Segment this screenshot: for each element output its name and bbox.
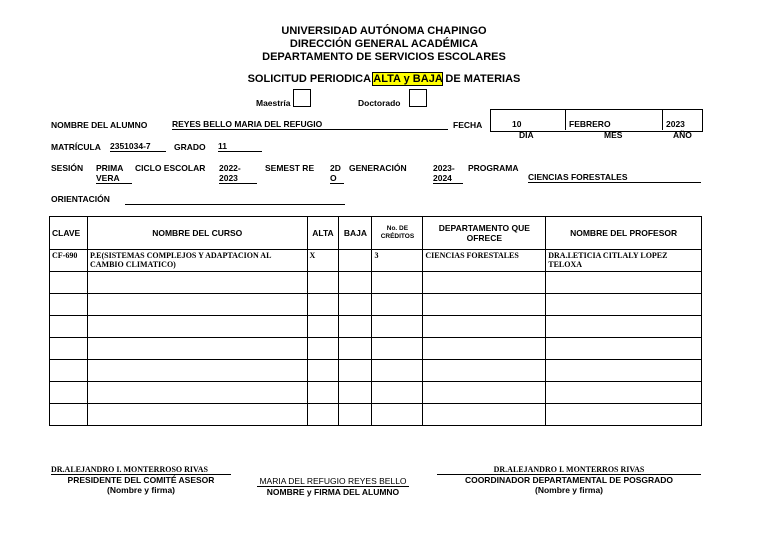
signature-center [257,476,409,497]
table-row-empty [50,360,702,382]
cell-profesor[interactable] [546,250,702,272]
generacion-label: GENERACIÓN [349,163,407,173]
semestre-label: SEMEST RE [265,163,315,173]
cell-curso-2: CAMBIO CLIMATICO) [89,260,176,269]
maestria-checkbox[interactable] [293,89,311,107]
empty-cell[interactable] [423,338,546,360]
empty-cell[interactable] [546,404,702,426]
empty-cell[interactable] [423,272,546,294]
year-label: AÑO [673,130,692,140]
fecha-label: FECHA [453,120,483,130]
university-name: UNIVERSIDAD AUTÓNOMA CHAPINGO [281,25,487,37]
empty-cell[interactable] [307,294,339,316]
cell-clave[interactable]: CF-690 [50,250,88,272]
signature-left-note: (Nombre y firma) [106,485,175,495]
empty-cell[interactable] [87,360,307,382]
semestre-value-2[interactable]: O [330,173,344,184]
empty-cell[interactable] [50,382,88,404]
empty-cell[interactable] [339,272,372,294]
matricula-field[interactable]: 2351034-7 [110,141,166,152]
ciclo-value-1[interactable]: 2022- [219,163,241,173]
sesion-value-1[interactable]: PRIMA [96,163,124,173]
header-creditos [372,217,423,250]
empty-cell[interactable] [339,294,372,316]
cell-profesor-2: TELOXA [548,260,583,269]
generacion-value-2[interactable]: 2024 [433,173,463,184]
cell-departamento[interactable]: CIENCIAS FORESTALES [423,250,546,272]
empty-cell[interactable] [339,316,372,338]
header-curso: NOMBRE DEL CURSO [87,217,307,250]
header-creditos-1: No. DE [386,225,409,232]
signature-right-note: (Nombre y firma) [534,485,603,495]
cell-alta[interactable]: X [307,250,339,272]
empty-cell[interactable] [307,338,339,360]
department-name: DEPARTAMENTO DE SERVICIOS ESCOLARES [262,51,506,63]
empty-cell[interactable] [307,316,339,338]
day-label: DIA [519,130,534,140]
semestre-value-1[interactable]: 2D [330,163,341,173]
table-row-empty [50,294,702,316]
form-title-prefix: SOLICITUD PERIODICA [247,73,374,85]
signature-center-name: MARIA DEL REFUGIO REYES BELLO [257,476,409,487]
empty-cell[interactable] [546,272,702,294]
generacion-value-1[interactable]: 2023- [433,163,455,173]
date-year[interactable]: 2023 [666,119,685,129]
empty-cell[interactable] [423,294,546,316]
table-row-empty [50,272,702,294]
signature-left-role: PRESIDENTE DEL COMITÉ ASESOR [67,475,215,485]
table-row [50,250,702,272]
signature-left-name: DR.ALEJANDRO I. MONTERROSO RIVAS [51,465,231,475]
empty-cell[interactable] [372,294,423,316]
date-day[interactable]: 10 [512,119,522,129]
cell-curso[interactable] [87,250,307,272]
empty-cell[interactable] [50,272,88,294]
table-row-empty [50,316,702,338]
empty-cell[interactable] [546,316,702,338]
student-name-field[interactable]: REYES BELLO MARIA DEL REFUGIO [172,119,448,130]
header-departamento [423,217,546,250]
empty-cell[interactable] [339,404,372,426]
empty-cell[interactable] [50,360,88,382]
sesion-label: SESIÓN [51,163,84,173]
doctorado-label: Doctorado [358,98,401,108]
signature-center-role: NOMBRE y FIRMA DEL ALUMNO [266,487,400,497]
maestria-label: Maestría [256,98,291,108]
table-header-row [50,217,702,250]
form-title [0,73,768,85]
empty-cell[interactable] [546,360,702,382]
table-row-empty [50,382,702,404]
month-label: MES [604,130,623,140]
empty-cell[interactable] [87,338,307,360]
header-departamento-2: OFRECE [466,233,503,243]
date-divider-2 [662,109,663,130]
empty-cell[interactable] [307,272,339,294]
empty-cell[interactable] [423,360,546,382]
empty-cell[interactable] [50,316,88,338]
programa-field[interactable]: CIENCIAS FORESTALES [528,172,701,183]
empty-cell[interactable] [87,294,307,316]
direction-name: DIRECCIÓN GENERAL ACADÉMICA [289,38,479,50]
table-row-empty [50,338,702,360]
cell-baja[interactable] [339,250,372,272]
doctorado-checkbox[interactable] [409,89,427,107]
empty-cell[interactable] [307,360,339,382]
matricula-label: MATRÍCULA [51,142,101,152]
orientacion-label-text: ORIENTACIÓN [51,194,110,204]
empty-cell[interactable] [372,338,423,360]
empty-cell[interactable] [546,338,702,360]
empty-cell[interactable] [339,382,372,404]
ciclo-label: CICLO ESCOLAR [135,163,206,173]
header-departamento-1: DEPARTAMENTO QUE [438,223,530,233]
empty-cell[interactable] [87,316,307,338]
student-name-label: NOMBRE DEL ALUMNO [51,120,148,130]
signature-left [51,465,231,495]
empty-cell[interactable] [372,360,423,382]
empty-cell[interactable] [87,404,307,426]
empty-cell[interactable] [87,272,307,294]
cell-creditos[interactable]: 3 [372,250,423,272]
form-title-suffix: DE MATERIAS [442,73,521,85]
empty-cell[interactable] [372,272,423,294]
header-profesor: NOMBRE DEL PROFESOR [546,217,702,250]
empty-cell[interactable] [372,404,423,426]
empty-cell[interactable] [423,316,546,338]
empty-cell[interactable] [546,294,702,316]
empty-cell[interactable] [50,294,88,316]
empty-cell[interactable] [546,382,702,404]
empty-cell[interactable] [372,382,423,404]
orientacion-field[interactable] [125,193,345,205]
cell-profesor-1: DRA.LETICIA CITLALY LOPEZ [548,251,668,260]
empty-cell[interactable] [50,338,88,360]
date-divider-1 [565,109,566,130]
empty-cell[interactable] [423,404,546,426]
empty-cell[interactable] [339,338,372,360]
header-alta: ALTA [307,217,339,250]
programa-label: PROGRAMA [468,163,519,173]
date-month[interactable]: FEBRERO [569,119,611,129]
ciclo-value-2[interactable]: 2023 [219,173,257,184]
signature-right [437,465,701,495]
courses-table [49,216,702,426]
signature-right-role: COORDINADOR DEPARTAMENTAL DE POSGRADO [464,475,674,485]
grado-field[interactable]: 11 [218,141,262,152]
table-row-empty [50,404,702,426]
empty-cell[interactable] [307,404,339,426]
grado-label: GRADO [174,142,206,152]
form-title-highlight: ALTA y BAJA [373,73,443,85]
empty-cell[interactable] [339,360,372,382]
empty-cell[interactable] [372,316,423,338]
header-clave: CLAVE [50,217,88,250]
header-creditos-2: CRÉDITOS [380,233,415,240]
empty-cell[interactable] [423,382,546,404]
empty-cell[interactable] [50,404,88,426]
sesion-value-2[interactable]: VERA [96,173,132,184]
empty-cell[interactable] [307,382,339,404]
header-baja: BAJA [339,217,372,250]
empty-cell[interactable] [87,382,307,404]
signature-right-name: DR.ALEJANDRO I. MONTERROS RIVAS [437,465,701,475]
cell-curso-1: P.E(SISTEMAS COMPLEJOS Y ADAPTACION AL [89,251,272,260]
